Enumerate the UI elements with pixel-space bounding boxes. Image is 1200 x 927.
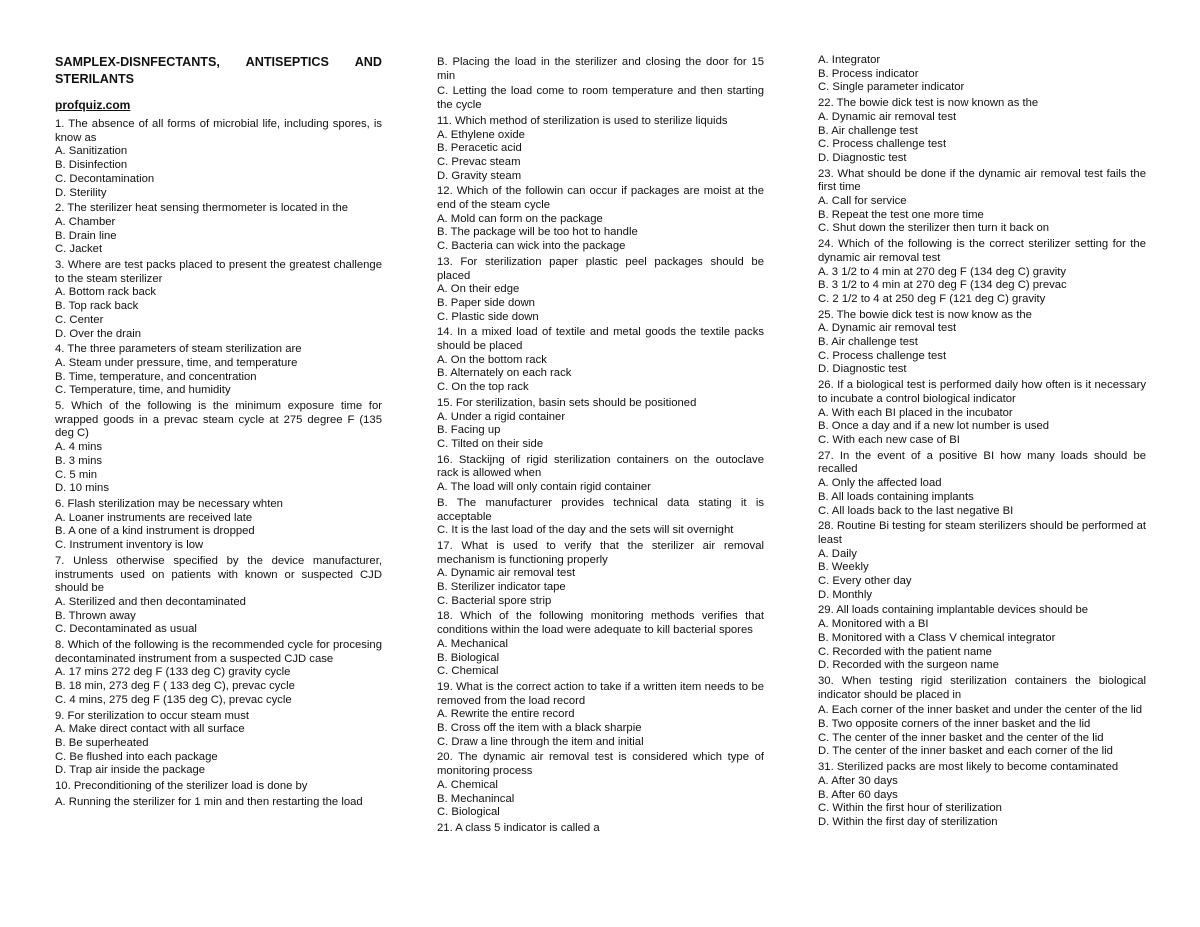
answer-option: D. Within the first day of sterilization [818,815,998,828]
question-text: 15. For sterilization, basin sets should be positioned [437,396,697,409]
answer-option: C. Prevac steam [437,155,521,168]
question-text: 13. For sterilization paper plastic peel packages should be placed [437,255,764,282]
document-title: SAMPLEX-DISNFECTANTS, ANTISEPTICS AND STERILANTS [55,55,382,86]
answer-option: C. Temperature, time, and humidity [55,384,231,397]
answer-option: C. Tilted on their side [437,437,544,450]
answer-option: C. Shut down the sterilizer then turn it back on [818,222,1050,235]
question-text: 9. For sterilization to occur steam must [55,709,249,722]
answer-option: D. 10 mins [55,482,109,495]
question-text: 22. The bowie dick test is now known as the [818,97,1039,110]
answer-option: D. Diagnostic test [818,363,907,376]
question-text: 29. All loads containing implantable devices should be [818,604,1089,617]
answer-option: A. Chamber [55,215,116,228]
question-text: A. Each corner of the inner basket and under the center of the lid [818,704,1143,717]
answer-option: A. Rewrite the entire record [437,708,575,721]
question-text: 28. Routine Bi testing for steam sterilizers should be performed at least [818,520,1146,546]
source-link[interactable]: profquiz.com [55,98,131,112]
answer-option: B. Paper side down [437,296,535,309]
answer-option: C. Biological [437,806,500,819]
answer-option: A. With each BI placed in the incubator [818,406,1013,419]
answer-option: A. Integrator [818,54,881,66]
question-text: C. Letting the load come to room temperature and then starting the cycle [437,85,764,112]
question-text: 2. The sterilizer heat sensing thermometer is located in the [55,202,349,215]
question-text: 5. Which of the following is the minimum exposure time for wrapped goods in a prevac steam cycle at 275 degree F (135 deg C) [55,400,382,440]
answer-option: B. Once a day and if a new lot number is used [818,420,1050,433]
answer-option: C. Process challenge test [818,138,947,151]
question-list [55,118,382,809]
answer-option: A. Daily [818,547,857,560]
question-text: 21. A class 5 indicator is called a [437,821,600,834]
answer-option: C. 4 mins, 275 deg F (135 deg C), prevac cycle [55,693,292,706]
question-text: 8. Which of the following is the recommended cycle for procesing decontaminated instrument from a suspected CJD case [55,639,382,665]
answer-option: C. Bacterial spore strip [437,594,552,607]
answer-option: C. Single parameter indicator [818,81,965,94]
answer-option: A. On their edge [437,283,520,296]
answer-option: C. On the top rack [437,381,529,394]
answer-option: C. With each new case of BI [818,433,960,446]
answer-option: A. Only the affected load [818,477,942,490]
answer-option: C. Within the first hour of sterilization [818,802,1002,815]
question-text: 3. Where are test packs placed to present the greatest challenge to the steam sterilizer [55,259,382,285]
answer-option: B. Peracetic acid [437,142,522,155]
answer-option: C. Decontaminated as usual [55,623,197,636]
answer-option: B. Thrown away [55,609,136,622]
answer-option: C. Jacket [55,243,103,256]
answer-option: A. Dynamic air removal test [818,110,957,123]
answer-option: A. 3 1/2 to 4 min at 270 deg F (134 deg C) gravity [818,265,1067,278]
question-text: 30. When testing rigid sterilization containers the biological indicator should be placed in [818,674,1146,701]
answer-option: B. Air challenge test [818,336,918,349]
answer-option: A. Steam under pressure, time, and temperature [55,356,298,369]
answer-option: C. Instrument inventory is low [55,539,204,552]
question-text: 19. What is the correct action to take if a written item needs to be removed from the load record [437,680,764,707]
answer-option: C. Bacteria can wick into the package [437,240,626,253]
question-text: A. Running the sterilizer for 1 min and then restarting the load [55,795,363,808]
answer-option: C. Draw a line through the item and initial [437,735,644,748]
question-text: 26. If a biological test is performed daily how often is it necessary to incubate a control biological indicator [818,379,1146,405]
answer-option: B. Be superheated [55,736,149,749]
answer-option: B. Facing up [437,424,501,437]
answer-option: C. All loads back to the last negative BI [818,504,1014,517]
question-text: 20. The dynamic air removal test is considered which type of monitoring process [437,751,764,778]
question-text: 23. What should be done if the dynamic air removal test fails the first time [818,167,1146,194]
answer-option: A. Call for service [818,195,907,208]
answer-option: D. Trap air inside the package [55,764,206,777]
answer-option: C. The center of the inner basket and the center of the lid [818,731,1104,744]
question-text: B. Placing the load in the sterilizer and closing the door for 15 min [437,56,764,82]
answer-option: A. Loaner instruments are received late [55,511,253,524]
question-text: 4. The three parameters of steam sterilization are [55,343,302,356]
answer-option: A. On the bottom rack [437,353,547,366]
answer-option: B. The package will be too hot to handle [437,226,638,239]
answer-option: C. Be flushed into each package [55,750,218,763]
column-1 [55,54,382,809]
answer-option: D. Over the drain [55,327,142,340]
question-list [437,56,764,836]
question-text: 7. Unless otherwise specified by the device manufacturer, instruments used on patients with known or suspected CJD should be [55,554,382,595]
question-text: 18. Which of the following monitoring methods verifies that conditions within the load were adequate to kill bacterial spores [437,610,764,637]
answer-option: B. Weekly [818,561,869,574]
answer-option: B. Repeat the test one more time [818,208,984,221]
answer-option: A. Bottom rack back [55,286,157,299]
answer-option: A. Dynamic air removal test [437,567,576,580]
answer-option: C. It is the last load of the day and the sets will sit overnight [437,524,734,537]
answer-option: C. Plastic side down [437,310,539,323]
question-text: 14. In a mixed load of textile and metal goods the textile packs should be placed [437,326,764,353]
answer-option: A. Sanitization [55,145,128,158]
answer-option: B. Top rack back [55,300,139,313]
answer-option: D. Sterility [55,186,107,199]
answer-option: D. The center of the inner basket and each corner of the lid [818,745,1113,758]
answer-option: B. Alternately on each rack [437,367,572,380]
question-text: 24. Which of the following is the correct sterilizer setting for the dynamic air removal test [818,238,1146,264]
answer-option: B. All loads containing implants [818,490,974,503]
answer-option: B. Drain line [55,229,117,242]
answer-option: A. The load will only contain rigid container [437,481,651,494]
answer-option: B. 3 1/2 to 4 min at 270 deg F (134 deg C) prevac [818,279,1067,292]
question-text: 31. Sterilized packs are most likely to become contaminated [818,761,1119,774]
question-text: 25. The bowie dick test is now know as the [818,308,1032,321]
answer-option: A. Mold can form on the package [437,212,603,225]
answer-option: A. Under a rigid container [437,410,566,423]
answer-option: B. Biological [437,651,500,664]
answer-option: C. Process challenge test [818,349,947,362]
answer-option: B. 3 mins [55,454,103,467]
answer-option: B. A one of a kind instrument is dropped [55,525,255,538]
question-text: 27. In the event of a positive BI how many loads should be recalled [818,449,1146,476]
question-text: 6. Flash sterilization may be necessary whten [55,497,283,510]
column-2 [437,54,764,836]
answer-option: B. Disinfection [55,159,128,172]
question-text: B. The manufacturer provides technical data stating it is acceptable [437,496,764,523]
answer-option: C. Recorded with the patient name [818,645,992,658]
answer-option: A. Monitored with a BI [818,618,929,631]
question-text: 11. Which method of sterilization is used to sterilize liquids [437,114,728,127]
answer-option: A. Ethylene oxide [437,128,525,141]
answer-option: A. Mechanical [437,637,508,650]
answer-option: A. Chemical [437,778,498,791]
question-text: 16. Stackijng of rigid sterilization containers on the outoclave rack is allowed when [437,453,764,480]
question-text: 12. Which of the followin can occur if packages are moist at the end of the steam cycle [437,185,764,212]
answer-option: B. Mechanincal [437,792,515,805]
question-text: 10. Preconditioning of the sterilizer load is done by [55,780,308,793]
answer-option: C. 2 1/2 to 4 at 250 deg F (121 deg C) gravity [818,292,1046,305]
question-text: 1. The absence of all forms of microbial life, including spores, is know as [55,118,382,144]
answer-option: A. Sterilized and then decontaminated [55,595,246,608]
answer-option: B. Sterilizer indicator tape [437,581,566,594]
answer-option: B. Cross off the item with a black sharpie [437,722,642,735]
answer-option: B. Monitored with a Class V chemical integrator [818,631,1056,644]
answer-option: A. Dynamic air removal test [818,322,957,335]
answer-option: D. Recorded with the surgeon name [818,659,999,672]
answer-option: C. Decontamination [55,172,155,185]
answer-option: B. 18 min, 273 deg F ( 133 deg C), prevac cycle [55,680,295,693]
answer-option: A. After 30 days [818,774,898,787]
answer-option: B. After 60 days [818,788,898,801]
answer-option: A. Make direct contact with all surface [55,723,245,736]
answer-option: C. Chemical [437,665,499,678]
answer-option: A. 4 mins [55,441,103,454]
answer-option: B. Two opposite corners of the inner basket and the lid [818,718,1091,731]
answer-option: D. Diagnostic test [818,151,907,164]
column-3 [818,54,1146,830]
answer-option: D. Gravity steam [437,169,522,182]
question-list [818,54,1146,830]
answer-option: C. Center [55,313,104,326]
answer-option: B. Time, temperature, and concentration [55,370,257,383]
answer-option: D. Monthly [818,588,872,601]
question-text: 17. What is used to verify that the sterilizer air removal mechanism is functioning properly [437,539,764,566]
answer-option: C. Every other day [818,575,912,588]
answer-option: A. 17 mins 272 deg F (133 deg C) gravity cycle [55,666,291,679]
answer-option: B. Process indicator [818,67,919,80]
answer-option: B. Air challenge test [818,124,918,137]
answer-option: C. 5 min [55,468,98,481]
